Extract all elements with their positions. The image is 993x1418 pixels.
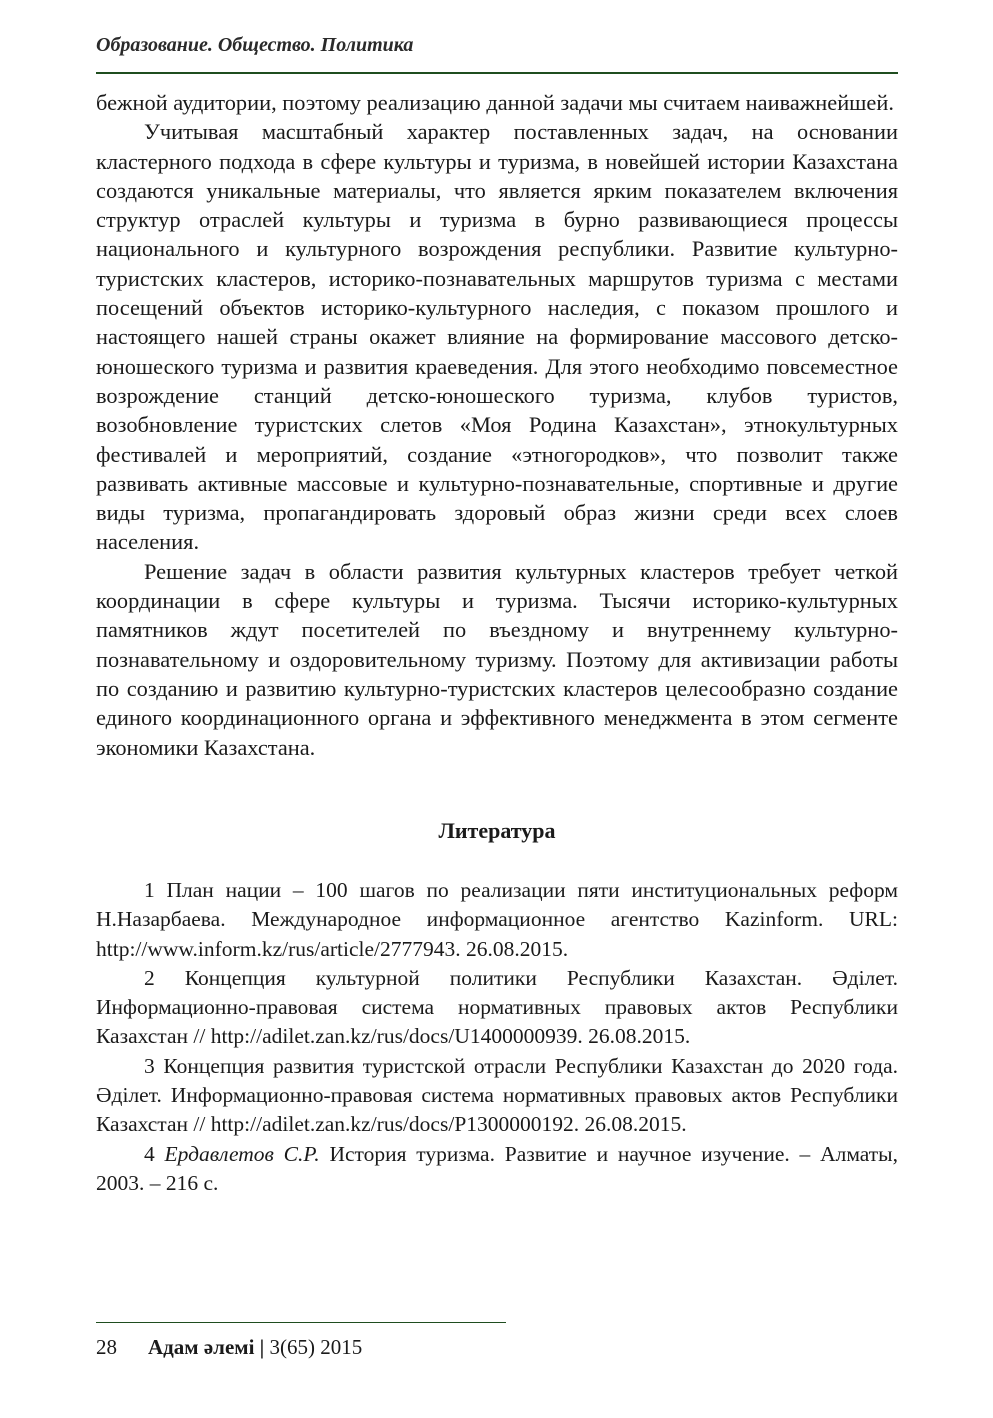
paragraph: Решение задач в области развития культурных кластеров требует четкой координации в сфере культуры и туризма. Тысячи историко-культурных памятников ждут посетителей по въездному и внутреннему культурно-познавательному и оздоровительному туризму. Поэтому для активизации работы по созданию и развитию культурно-туристских кластеров целесообразно создание единого координационного органа и эффективного менеджмента в этом сегменте экономики Казахстана. <box>96 558 898 760</box>
reference-item <box>96 1140 898 1199</box>
references-list <box>96 876 898 1198</box>
reference-number: 4 <box>144 1141 155 1166</box>
reference-item: 2 Концепция культурной политики Республики Казахстан. Әділет. Информационно-правовая система нормативных правовых актов Республики Казахстан // http://adilet.zan.kz/rus/docs/U1400000939. 26.08.2015. <box>96 965 898 1049</box>
journal-issue: 3(65) 2015 <box>269 1335 363 1359</box>
article-body <box>96 88 898 762</box>
page-number: 28 <box>96 1335 117 1359</box>
reference-author: Ердавлетов С.Р. <box>164 1141 320 1166</box>
paragraph-continued: бежной аудитории, поэтому реализацию данной задачи мы считаем наиважнейшей. <box>96 90 894 115</box>
journal-title: Адам әлемі <box>148 1335 255 1359</box>
running-title: Образование. Общество. Политика <box>96 34 414 56</box>
reference-item: 1 План нации – 100 шагов по реализации пяти институциональных реформ Н.Назарбаева. Международное информационное агентство Kazinform. URL: http://www.inform.kz/rus/article/2777943. 26.08.2015. <box>96 878 898 961</box>
footer-separator: | <box>259 1335 265 1359</box>
page-footer <box>96 1335 362 1360</box>
references-heading: Литература <box>438 818 556 843</box>
reference-item: 3 Концепция развития туристской отрасли Республики Казахстан до 2020 года. Әділет. Информационно-правовая система нормативных правовых актов Республики Казахстан // http://adilet.zan.kz/rus/docs/P1300000192. 26.08.2015. <box>96 1053 898 1137</box>
reference-details: История туризма. Развитие и научное изучение. – Алматы, 2003. – 216 с. <box>96 1141 898 1195</box>
footer-divider <box>96 1322 506 1323</box>
header-divider <box>96 72 898 74</box>
paragraph: Учитывая масштабный характер поставленных задач, на основании кластерного подхода в сфере культуры и туризма, в новейшей истории Казахстана создаются уникальные материалы, что является ярким показателем включения структур отраслей культуры и туризма в бурно развивающиеся процессы национального и культурного возрождения республики. Развитие культурно-туристских кластеров, историко-познавательных маршрутов туризма с местами посещений объектов историко-культурного наследия, с показом прошлого и настоящего нашей страны окажет влияние на формирование массового детско-юношеского туризма и развития краеведения. Для этого необходимо повсеместное возрождение станций детско-юношеского туризма, клубов туристов, возобновление туристских слетов «Моя Родина Казахстан», этнокультурных фестивалей и мероприятий, создание «этногородков», что позволит также развивать активные массовые и культурно-познавательные, спортивные и другие виды туризма, пропагандировать здоровый образ жизни среди всех слоев населения. <box>96 119 898 555</box>
